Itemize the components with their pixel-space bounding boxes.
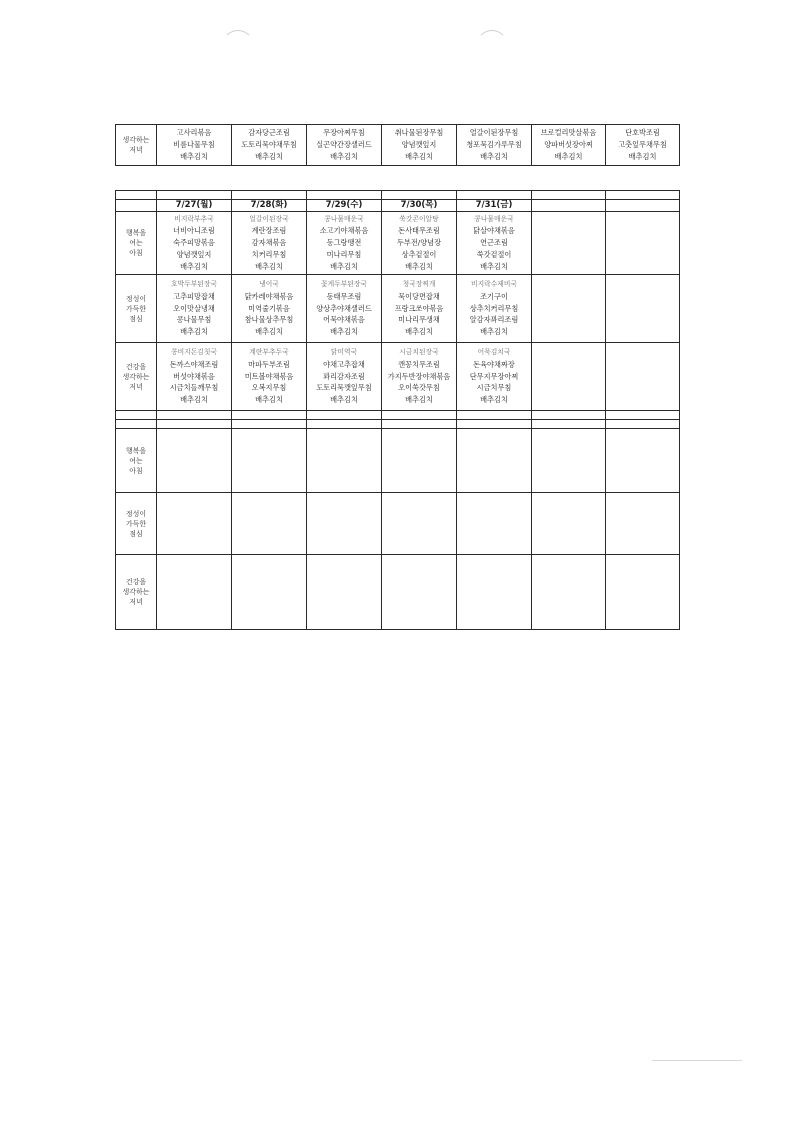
breakfast-row (116, 212, 680, 275)
menu-cell: 계란부추두국 마파두부조림 미트볼야채볶음 오복지무침 배추김치 (232, 343, 307, 411)
menu-cell (532, 343, 606, 411)
blank-dinner-row (116, 555, 680, 630)
dinner-row (116, 125, 680, 166)
date-header-row (116, 200, 680, 212)
scan-mark (476, 30, 508, 62)
spacer-row (116, 191, 680, 200)
date-header: 7/28(화) (232, 200, 307, 212)
menu-cell: 무장아찌무침 실곤약간장샐러드 배추김치 (307, 125, 382, 166)
menu-cell: 단호박조림 고춧잎무채무침 배추김치 (606, 125, 680, 166)
date-header: 7/30(목) (382, 200, 457, 212)
menu-cell: 콩나물매운국 닭살야채볶음 연근조림 쑥갓겉절이 배추김치 (457, 212, 532, 275)
scan-line (652, 1060, 742, 1061)
date-header (532, 200, 606, 212)
menu-cell: 쑥갓콘이알탕 돈사태무조림 두부전/양념장 상추겉절이 배추김치 (382, 212, 457, 275)
menu-cell: 얼갈이된장무침 청포묵김가루무침 배추김치 (457, 125, 532, 166)
dinner-row (116, 343, 680, 411)
menu-cell (532, 275, 606, 343)
meal-label: 건강을 생각하는 저녁 (116, 343, 157, 411)
date-header (606, 200, 680, 212)
meal-label: 건강을 생각하는 저녁 (116, 555, 157, 630)
menu-cell (532, 212, 606, 275)
menu-cell: 꽃게두부된장국 동태무조림 양상추야채샐러드 어묵야채볶음 배추김치 (307, 275, 382, 343)
meal-label: 정성이 가득한 점심 (116, 493, 157, 555)
meal-label: 행복을 여는 아침 (116, 212, 157, 275)
menu-cell: 어묵김치국 돈육야채짜장 단무지무장아찌 시금치무침 배추김치 (457, 343, 532, 411)
lunch-row (116, 275, 680, 343)
meal-label: 행복을 여는 아침 (116, 429, 157, 493)
menu-cell: 브로컬리맛살볶음 양파버섯장아찌 배추김치 (532, 125, 606, 166)
menu-cell: 비지락부추국 너비아니조림 숙주피망볶음 양념깻잎지 배추김치 (157, 212, 232, 275)
corner-cell (116, 200, 157, 212)
menu-cell: 청국장찌개 묵이당면잡채 프랑크쏘야볶음 미나리무생채 배추김치 (382, 275, 457, 343)
menu-cell (606, 212, 680, 275)
blank-lunch-row (116, 493, 680, 555)
meal-label: 정성이 가득한 점심 (116, 275, 157, 343)
menu-cell: 얼갈이된장국 계란장조림 감자채볶음 치커리무침 배추김치 (232, 212, 307, 275)
menu-cell (606, 343, 680, 411)
spacer-row (116, 420, 680, 429)
menu-cell: 콩비지돈김칫국 돈까스야채조림 버섯야채볶음 시금치들깨무침 배추김치 (157, 343, 232, 411)
menu-cell: 고사리볶음 비름나물무침 배추김치 (157, 125, 232, 166)
menu-cell (606, 275, 680, 343)
weekly-menu-table (115, 190, 680, 630)
menu-cell: 닭미역국 야채고추잡채 꽈리감자조림 도토리묵깻잎무침 배추김치 (307, 343, 382, 411)
menu-cell: 취나물된장무침 양념깻잎지 배추김치 (382, 125, 457, 166)
menu-cell: 시금치된장국 깬꽁치무조림 가지두반장야채볶음 오이쑥갓무침 배추김치 (382, 343, 457, 411)
date-header: 7/29(수) (307, 200, 382, 212)
menu-cell: 콩나물매운국 소고기야채볶음 동그랑땡전 미나리무침 배추김치 (307, 212, 382, 275)
top-menu-table (115, 124, 680, 166)
menu-cell: 호박두부된장국 고추피망잡채 오이맛살냉채 콩나물무침 배추김치 (157, 275, 232, 343)
blank-breakfast-row (116, 429, 680, 493)
menu-cell: 비지락수제비국 조기구이 상추치커리무침 알감자꽈리조림 배추김치 (457, 275, 532, 343)
spacer-row (116, 411, 680, 420)
menu-cell: 감자당근조림 도토리묵야채무침 배추김치 (232, 125, 307, 166)
date-header: 7/27(월) (157, 200, 232, 212)
menu-cell: 냉이국 닭카레야채볶음 미역줄기볶음 참나물상추무침 배추김치 (232, 275, 307, 343)
date-header: 7/31(금) (457, 200, 532, 212)
meal-label: 생각하는 저녁 (116, 125, 157, 166)
scan-mark (222, 30, 254, 62)
